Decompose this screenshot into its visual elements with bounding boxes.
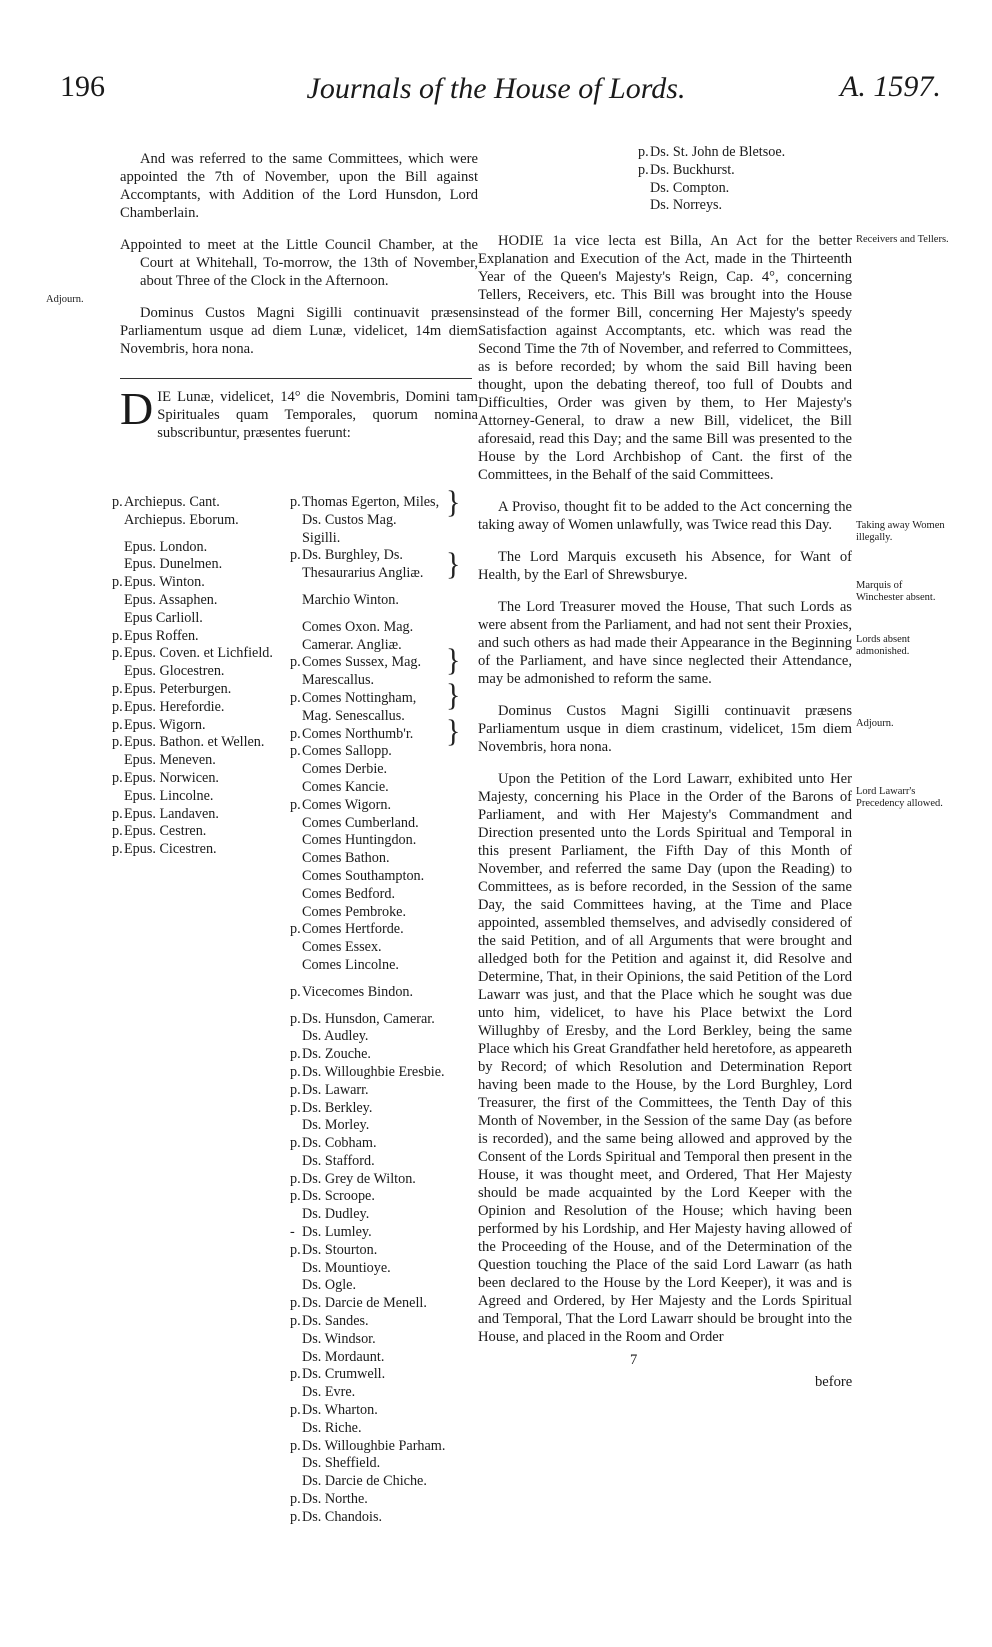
presence-mark: p.	[112, 494, 123, 510]
lord-name: Ds. Darcie de Menell.	[302, 1295, 427, 1312]
lord-entry	[112, 699, 292, 717]
presence-mark: p.	[290, 1437, 301, 1454]
lord-name: Comes Sussex, Mag.	[302, 654, 422, 671]
lord-name: Comes Wigorn.	[302, 796, 392, 813]
margin-note-lords-absent: Lords absent admonished.	[856, 634, 910, 657]
brace-nottingham: }	[446, 714, 461, 749]
lord-name: Ds. Stafford.	[302, 1152, 375, 1169]
page-number: 196	[60, 70, 105, 103]
lord-name: Ds. Stourton.	[302, 1241, 378, 1258]
lord-entry	[112, 823, 292, 841]
lord-entry	[112, 663, 292, 681]
lord-entry	[290, 1438, 490, 1456]
margin-note-marquis: Marquis of Winchester absent.	[856, 580, 936, 603]
lord-entry	[290, 1384, 490, 1402]
lawarr-petition: Upon the Petition of the Lord Lawarr, exhibited unto Her Majesty, concerning his Place in the Order of the Barons of Parliament, and with Her Majesty's Commandment and Direction presented unto the Lords Spiritual and Temporal in this present Parliament, the Fifth Day of this Month of November, and referred the same Day (upon the Reading) to Committees, as is before recorded, in the Session of the same Day, the said Committees having, at the Time and Place appointed, assembled themselves, and advisedly considered of the said Petition, and of all Arguments that were brought and alledged both for the Petition and against it, did Resolve and Determine, That, in their Opinions, the said Petition of the Lord Lawarr was just, and that the Place which he sought was due unto him, videlicet, to have his Place betwixt the Lord Willughby of Eresby, and the Lord Berkley, being the same Place which his Great Grandfather held heretofore, as appeareth by Record; of which Resolution and Determination Report having been made to the House, by the Lord Burghley, Lord Treasurer, the first of the Committees, the Tenth Day of this Month of November, in the Session of the same Day (as before is recorded), and the same being allowed and approved by the Consent of the Lords Spiritual and Temporal then present in the House, it was thought meet, and Ordered, That Her Majesty should be made acquainted by the Lord Keeper with the Opinion and Resolution of the House; which having been performed by his Lordship, and Her Majesty having allowed of the Proceeding of the House, and of the Determination of the Question touching the Place of the said Lord Lawarr (as hath been declared to the House by the Lord Keeper), it was and is Agreed and Ordered, by Her Majesty and the Lords Spiritual and Temporal, That the Lord Lawarr should be brought into the House, and placed in the Room and Order	[478, 771, 852, 1345]
lord-name: Ds. Crumwell.	[302, 1366, 386, 1383]
lord-name: Ds. Evre.	[302, 1384, 356, 1401]
presence-mark: p.	[112, 574, 123, 591]
lord-name: Comes Essex.	[302, 939, 382, 956]
drop-cap: D	[120, 383, 154, 434]
lord-entry	[112, 752, 292, 770]
lord-entry	[112, 556, 292, 574]
presence-mark: p.	[290, 547, 301, 564]
lord-name: Comes Bathon.	[302, 850, 390, 867]
lord-entry	[290, 779, 490, 797]
lord-entry	[290, 1064, 490, 1082]
lord-name: Comes Huntingdon.	[302, 832, 417, 849]
margin-note-adjourn-left: Adjourn.	[46, 294, 84, 305]
lord-entry	[112, 806, 292, 824]
lord-name: Ds. Dudley.	[302, 1206, 370, 1223]
lord-entry	[112, 574, 292, 592]
lord-entry	[112, 734, 292, 752]
lord-entry	[112, 645, 292, 663]
lord-name: Ds. Norreys.	[650, 197, 723, 214]
lord-entry	[638, 162, 858, 180]
lord-entry	[112, 681, 292, 699]
lord-name: Comes Pembroke.	[302, 903, 407, 920]
list-gap	[290, 975, 490, 984]
lord-name: Epus. London.	[124, 538, 208, 555]
presence-mark: p.	[290, 654, 301, 671]
lord-name: Comes Derbie.	[302, 761, 388, 778]
lord-entry	[290, 1277, 490, 1295]
presence-mark: p.	[290, 743, 301, 760]
lord-name: Comes Northumb'r.	[302, 725, 414, 742]
lord-name: Sigilli.	[302, 529, 341, 546]
lord-name: Comes Lincolne.	[302, 956, 399, 973]
lord-entry	[290, 1188, 490, 1206]
lord-entry	[290, 1171, 490, 1189]
presence-mark: p.	[290, 1508, 301, 1525]
lord-name: Ds. Northe.	[302, 1491, 368, 1508]
sitting-intro-block	[120, 383, 478, 442]
running-title: Journals of the House of Lords.	[306, 72, 686, 105]
lord-name: Ds. Hunsdon, Camerar.	[302, 1010, 435, 1027]
lord-entry	[112, 717, 292, 735]
presence-mark: -	[290, 1224, 295, 1241]
lord-name: Comes Nottingham,	[302, 689, 417, 706]
lord-name: Epus. Assaphen.	[124, 591, 218, 608]
lord-name: Ds. Windsor.	[302, 1330, 376, 1347]
sitting-intro: IE Lunæ, videlicet, 14° die Novembris, Domini tam Spirituales quam Temporales, quorum nomina subscribuntur, præsentes fuerunt:	[157, 389, 478, 441]
lord-entry	[290, 1366, 490, 1384]
lord-entry	[290, 1402, 490, 1420]
lord-name: Comes Kancie.	[302, 778, 389, 795]
presence-mark: p.	[112, 734, 123, 751]
lord-name: Epus. Cestren.	[124, 823, 207, 840]
lord-entry	[290, 850, 490, 868]
presence-mark: p.	[638, 144, 649, 160]
presence-mark: p.	[290, 1081, 301, 1098]
lord-name: Ds. Lumley.	[302, 1224, 372, 1241]
presence-mark: p.	[290, 1063, 301, 1080]
brace-keeper: }	[446, 485, 461, 520]
presence-mark: p.	[638, 161, 649, 178]
brace-sussex: }	[446, 678, 461, 713]
lord-entry	[290, 957, 490, 975]
presence-mark: p.	[290, 1099, 301, 1116]
lord-entry	[290, 1135, 490, 1153]
brace-oxon: }	[446, 643, 461, 678]
lord-entry	[290, 797, 490, 815]
presence-mark: p.	[290, 1295, 301, 1312]
lord-name: Ds. Scroope.	[302, 1188, 375, 1205]
lord-name: Ds. Berkley.	[302, 1099, 373, 1116]
lord-name: Camerar. Angliæ.	[302, 636, 402, 653]
lord-name: Ds. Zouche.	[302, 1046, 371, 1063]
presence-mark: p.	[290, 796, 301, 813]
lord-name: Ds. Cobham.	[302, 1135, 377, 1152]
lord-entry	[290, 1473, 490, 1491]
lord-name: Thesaurarius Angliæ.	[302, 565, 424, 582]
lord-name: Ds. Lawarr.	[302, 1081, 369, 1098]
lord-name: Ds. Mountioye.	[302, 1259, 391, 1276]
lord-entry	[290, 1082, 490, 1100]
lord-entry	[290, 1491, 490, 1509]
lord-entry	[290, 530, 490, 548]
presence-mark: p.	[112, 698, 123, 715]
presence-mark: p.	[112, 627, 123, 644]
presence-mark: p.	[290, 725, 301, 742]
lord-name: Ds. Wharton.	[302, 1402, 378, 1419]
lord-name: Comes Oxon. Mag.	[302, 618, 414, 635]
list-gap	[290, 610, 490, 619]
lord-name: Epus. Herefordie.	[124, 698, 225, 715]
lord-name: Epus Roffen.	[124, 627, 199, 644]
lord-entry	[290, 761, 490, 779]
lord-entry	[290, 1313, 490, 1331]
lord-entry	[112, 770, 292, 788]
presence-mark: p.	[290, 1010, 301, 1027]
lord-name: Archiepus. Eborum.	[124, 511, 239, 528]
lord-entry	[112, 512, 292, 530]
lord-name: Ds. Ogle.	[302, 1277, 356, 1294]
lord-entry	[290, 1242, 490, 1260]
lord-name: Epus. Coven. et Lichfield.	[124, 645, 273, 662]
lord-name: Epus. Meneven.	[124, 752, 216, 769]
right-column	[478, 232, 852, 1360]
receivers-bill: HODIE 1a vice lecta est Billa, An Act for the better Explanation and Execution of the Act, made in the Thirteenth Year of the Queen's Majesty's Reign, Cap. 4°, concerning Tellers, Receivers, etc. This Bill was brought into the House instead of the former Bill, concerning Her Majesty's speedy Satisfaction against Accomptants, etc. which was read the Second Time the 7th of November, and referred to Committees, as is before recorded; by whom the said Bill having been thought, upon the debating thereof, too full of Doubts and Difficulties, Order was given by them, to Her Majesty's Attorney-General, to draw a new Bill, videlicet, the Bill aforesaid, read this Day; and the same Bill was presented to the House by the Lord Archbishop of Cant. the first of the Committees, in the Behalf of the said Committees.	[478, 233, 852, 483]
lord-name: Ds. Audley.	[302, 1028, 369, 1045]
lord-name: Ds. Sandes.	[302, 1313, 369, 1330]
lord-name: Comes Sallopp.	[302, 743, 392, 760]
lord-entry	[112, 628, 292, 646]
lord-entry	[290, 592, 490, 610]
list-gap	[290, 583, 490, 592]
adjournment-left: Dominus Custos Magni Sigilli continuavit præsens Parliamentum usque ad diem Lunæ, videlicet, 14m diem Novembris, hora nona.	[120, 305, 478, 357]
lord-entry	[290, 619, 490, 637]
lord-entry	[290, 1455, 490, 1473]
lord-entry	[290, 1153, 490, 1171]
lord-entry	[290, 939, 490, 957]
lord-entry	[290, 1349, 490, 1367]
margin-note-receivers: Receivers and Tellers.	[856, 234, 949, 245]
lord-name: Epus. Cicestren.	[124, 841, 217, 858]
lord-name: Vicecomes Bindon.	[302, 983, 414, 1000]
presence-mark: p.	[290, 1491, 301, 1508]
lord-entry	[112, 841, 292, 859]
presence-mark: p.	[290, 921, 301, 938]
lord-name: Epus. Norwicen.	[124, 769, 219, 786]
lord-entry	[290, 921, 490, 939]
lord-name: Ds. Chandois.	[302, 1508, 383, 1525]
lord-entry	[290, 1100, 490, 1118]
lord-name: Epus. Dunelmen.	[124, 556, 223, 573]
lord-name: Epus. Bathon. et Wellen.	[124, 734, 265, 751]
presence-mark: p.	[112, 769, 123, 786]
marquis-excuse: The Lord Marquis excuseth his Absence, for Want of Health, by the Earl of Shrewsburye.	[478, 549, 852, 583]
signature-mark: 7	[630, 1352, 638, 1368]
lord-name: Ds. Riche.	[302, 1419, 362, 1436]
lord-name: Ds. Mordaunt.	[302, 1348, 385, 1365]
lord-name: Ds. Buckhurst.	[650, 161, 735, 178]
spiritual-lords-list	[112, 494, 292, 859]
committee-meeting: Appointed to meet at the Little Council Chamber, at the Court at Whitehall, To-morrow, the 13th of November, about Three of the Clock in the Afternoon.	[120, 237, 478, 289]
presence-mark: p.	[290, 1366, 301, 1383]
women-proviso: A Proviso, thought fit to be added to the Act concerning the taking away of Women unlawfully, was Twice read this Day.	[478, 499, 852, 533]
year-heading: A. 1597.	[840, 70, 941, 103]
lord-entry	[290, 886, 490, 904]
lord-name: Ds. Willoughbie Eresbie.	[302, 1063, 445, 1080]
lord-name: Archiepus. Cant.	[124, 494, 220, 510]
brace-treasurer: }	[446, 547, 461, 582]
lord-entry	[290, 868, 490, 886]
presence-mark: p.	[290, 1402, 301, 1419]
lord-entry	[290, 1028, 490, 1046]
lord-name: Comes Bedford.	[302, 885, 395, 902]
lord-entry	[290, 1224, 490, 1242]
lord-name: Ds. Sheffield.	[302, 1455, 381, 1472]
page-header	[0, 70, 992, 120]
lord-entry	[290, 984, 490, 1002]
lord-entry	[112, 788, 292, 806]
presence-mark: p.	[290, 1170, 301, 1187]
lord-entry	[290, 1295, 490, 1313]
lord-name: Ds. Custos Mag.	[302, 511, 397, 528]
lord-name: Epus. Glocestren.	[124, 663, 225, 680]
margin-note-lawarr: Lord Lawarr's Precedency allowed.	[856, 786, 943, 809]
lord-entry	[290, 904, 490, 922]
lord-entry	[290, 1509, 490, 1527]
adjournment-right: Dominus Custos Magni Sigilli continuavit præsens Parliamentum usque in diem crastinum, videlicet, 15m diem Novembris, hora nona.	[478, 703, 852, 755]
lord-entry	[112, 610, 292, 628]
lord-entry	[638, 180, 858, 198]
lord-name: Epus Carlioll.	[124, 609, 203, 626]
margin-note-women: Taking away Women illegally.	[856, 520, 945, 543]
presence-mark: p.	[290, 689, 301, 706]
lord-name: Epus. Wigorn.	[124, 716, 206, 733]
lord-name: Epus. Lincolne.	[124, 787, 214, 804]
presence-mark: p.	[290, 494, 301, 510]
presence-mark: p.	[290, 1188, 301, 1205]
presence-mark: p.	[290, 1241, 301, 1258]
presence-mark: p.	[290, 1046, 301, 1063]
lord-entry	[112, 539, 292, 557]
lord-name: Comes Hertforde.	[302, 921, 404, 938]
lord-entry	[638, 144, 858, 162]
continued-lords-list	[638, 144, 858, 215]
lord-name: Epus. Peterburgen.	[124, 680, 232, 697]
lord-name: Ds. Burghley, Ds.	[302, 547, 403, 564]
committee-referral: And was referred to the same Committees, which were appointed the 7th of November, upon the Bill against Accomptants, with Addition of the Lord Hunsdon, Lord Chamberlain.	[120, 151, 478, 221]
presence-mark: p.	[290, 1313, 301, 1330]
lord-entry	[290, 1117, 490, 1135]
lord-name: Mag. Senescallus.	[302, 707, 405, 724]
lord-name: Epus. Winton.	[124, 574, 205, 591]
lord-name: Marchio Winton.	[302, 591, 399, 608]
lord-name: Ds. Grey de Wilton.	[302, 1170, 416, 1187]
left-column	[120, 150, 478, 372]
lord-entry	[290, 1260, 490, 1278]
presence-mark: p.	[112, 680, 123, 697]
lord-entry	[290, 1420, 490, 1438]
lord-entry	[290, 832, 490, 850]
presence-mark: p.	[112, 805, 123, 822]
presence-mark: p.	[112, 823, 123, 840]
presence-mark: p.	[290, 1135, 301, 1152]
lord-name: Comes Cumberland.	[302, 814, 419, 831]
lord-name: Ds. Darcie de Chiche.	[302, 1473, 427, 1490]
presence-mark: p.	[112, 645, 123, 662]
margin-note-adjourn-right: Adjourn.	[856, 718, 894, 729]
presence-mark: p.	[290, 983, 301, 1000]
lord-name: Marescallus.	[302, 672, 375, 689]
lord-entry	[638, 197, 858, 215]
lord-name: Ds. St. John de Bletsoe.	[650, 144, 786, 160]
lord-entry	[290, 815, 490, 833]
presence-mark: p.	[112, 841, 123, 858]
lords-admonished: The Lord Treasurer moved the House, That such Lords as were absent from the Parliament, and had not sent their Proxies, and such others as had made their Appearance in the Beginning of the Parliament, and have since neglected their Attendance, may be admonished to reform the same.	[478, 599, 852, 687]
list-gap	[290, 1002, 490, 1011]
lord-name: Ds. Morley.	[302, 1117, 370, 1134]
list-gap	[112, 530, 292, 539]
lord-entry	[290, 1206, 490, 1224]
lord-entry	[290, 1011, 490, 1029]
lord-entry	[290, 1331, 490, 1349]
section-divider	[120, 378, 472, 379]
lord-entry	[112, 592, 292, 610]
lord-name: Ds. Compton.	[650, 179, 730, 196]
lord-name: Epus. Landaven.	[124, 805, 219, 822]
lord-name: Comes Southampton.	[302, 867, 425, 884]
lord-entry	[290, 1046, 490, 1064]
lord-name: Thomas Egerton, Miles,	[302, 494, 440, 510]
lord-entry	[112, 494, 292, 512]
catchword: before	[815, 1374, 853, 1390]
presence-mark: p.	[112, 716, 123, 733]
lord-name: Ds. Willoughbie Parham.	[302, 1437, 446, 1454]
